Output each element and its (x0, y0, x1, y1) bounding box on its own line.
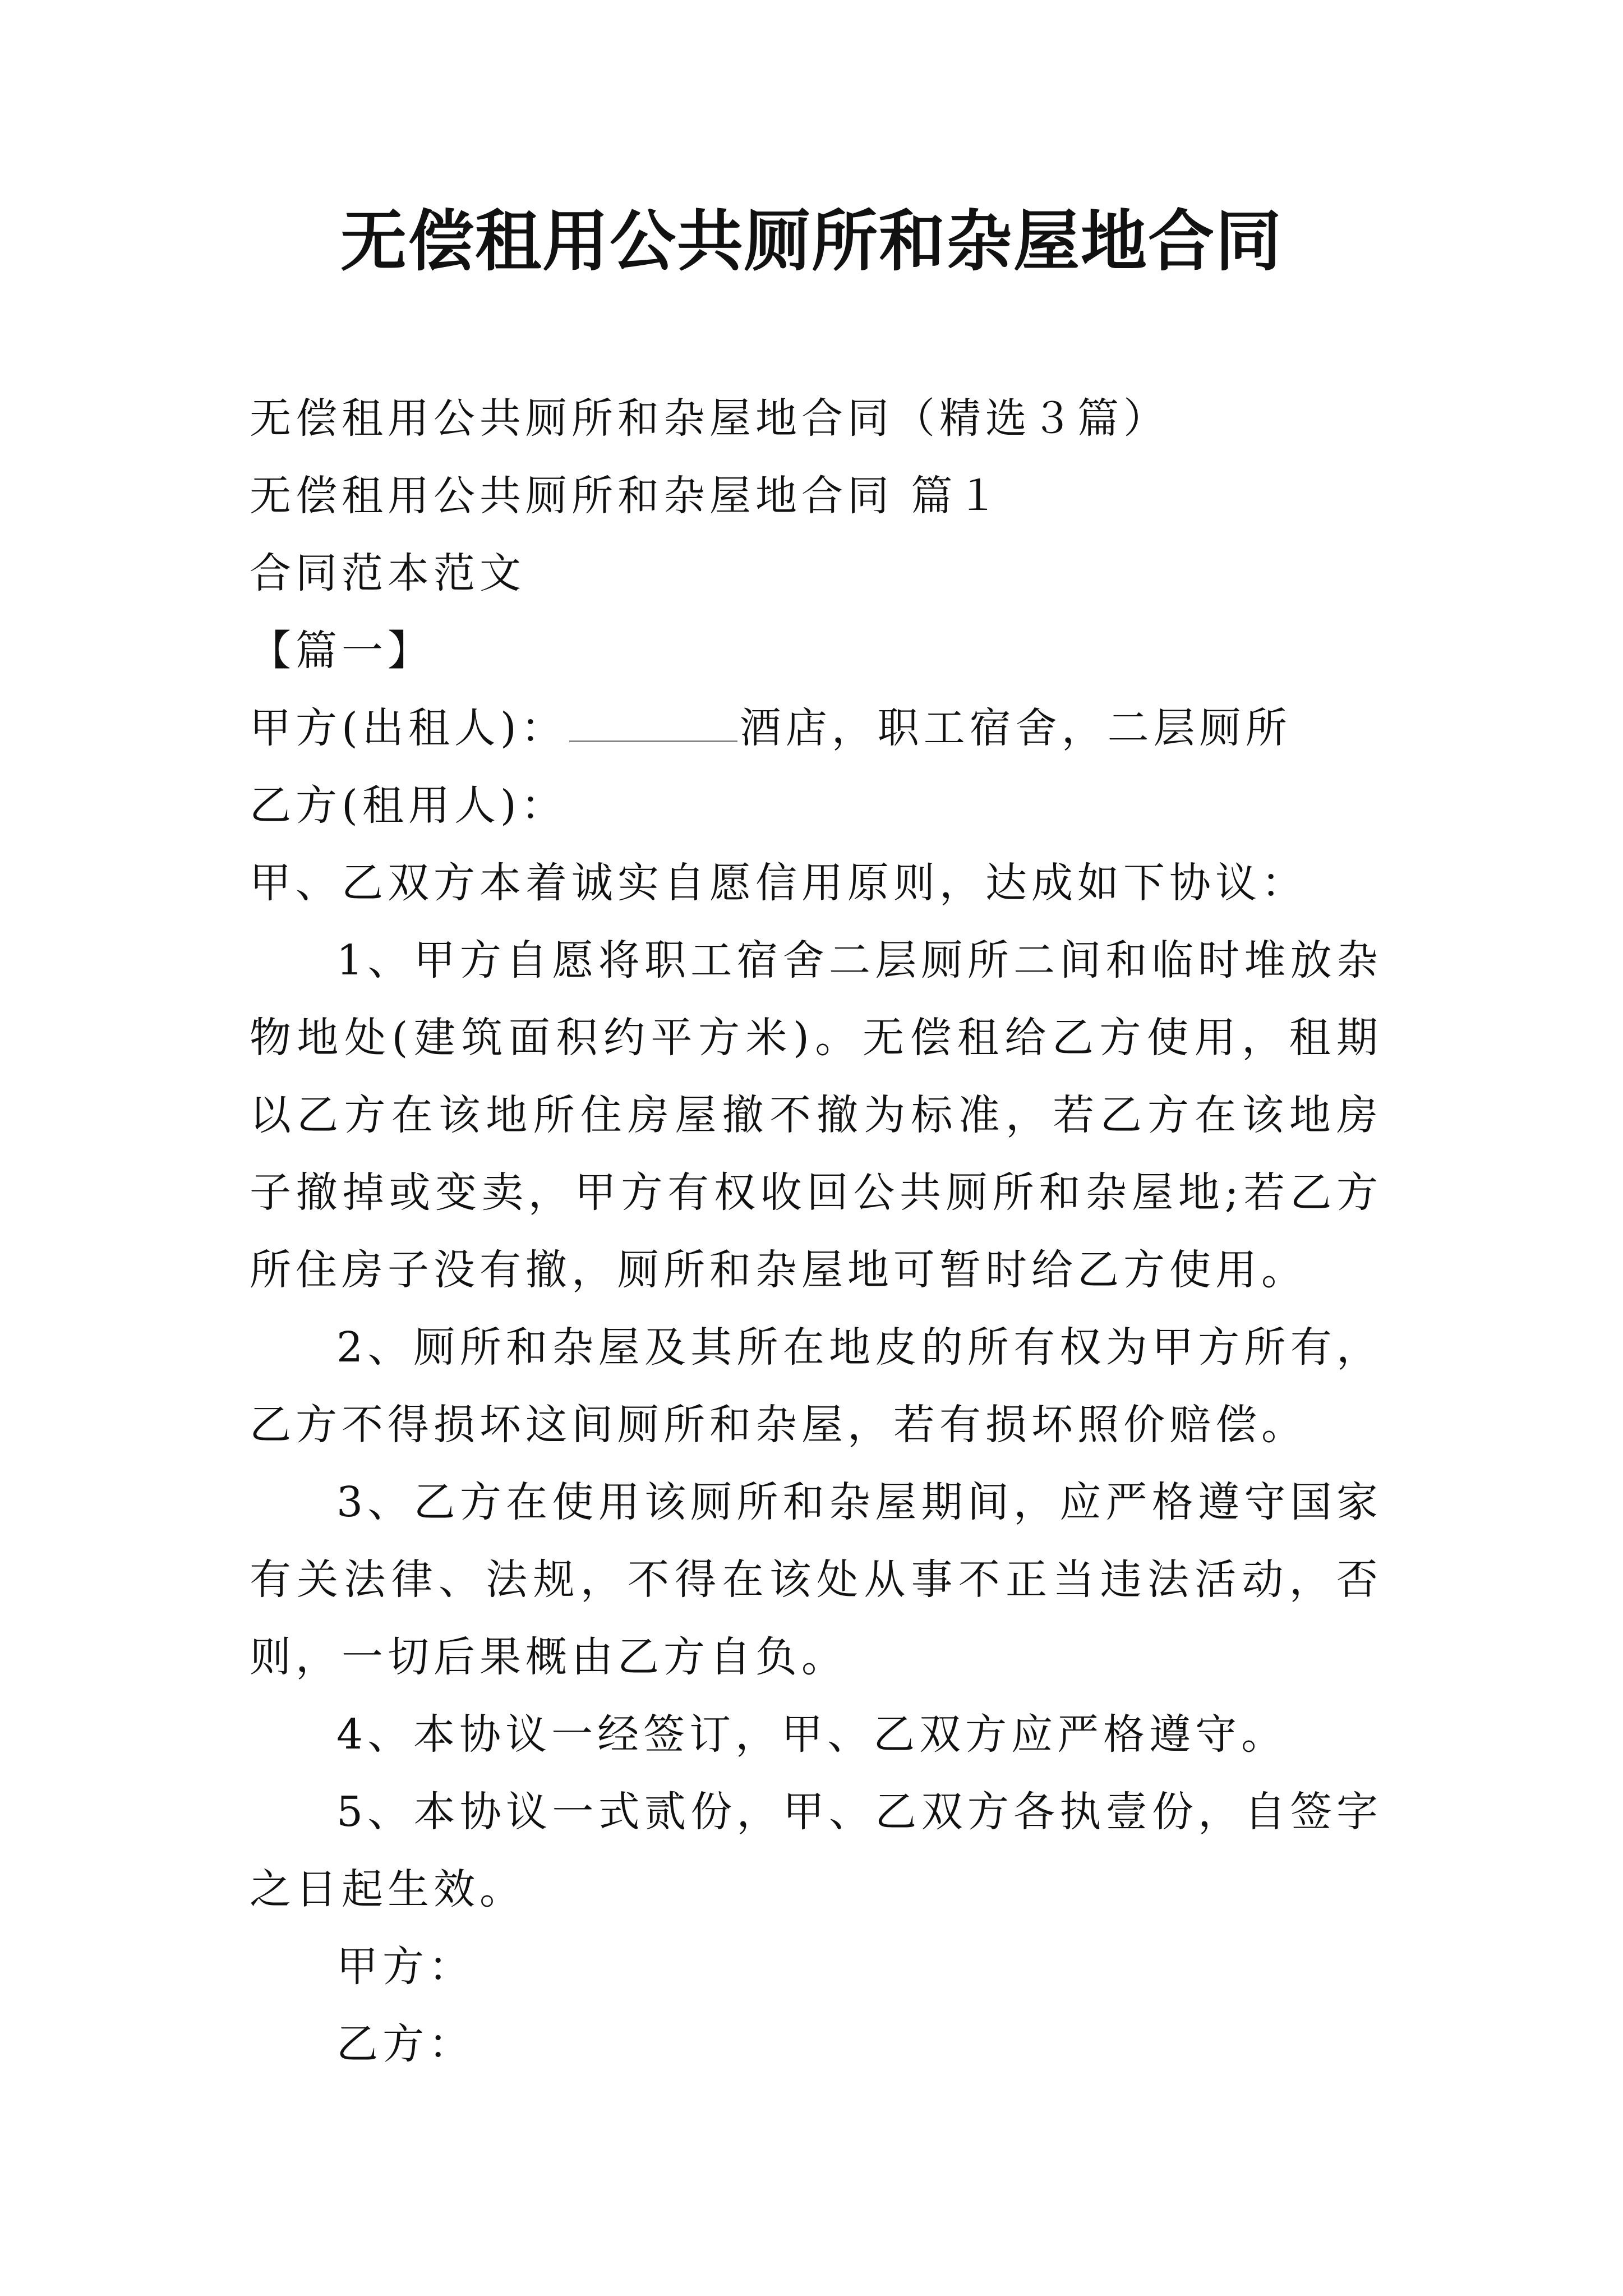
clause-3: 3、乙方在使用该厕所和杂屋期间，应严格遵守国家有关法律、法规，不得在该处从事不正当违法活动，否则，一切后果概由乙方自负。 (250, 1478, 1382, 1681)
party-a-suffix: 酒店，职工宿舍，二层厕所 (739, 704, 1292, 752)
clause-5: 5、本协议一式贰份，甲、乙双方各执壹份，自签字之日起生效。 (250, 1788, 1382, 1913)
clause-2: 2、厕所和杂屋及其所在地皮的所有权为甲方所有，乙方不得损坏这间厕所和杂屋，若有损坏照价赔偿。 (250, 1323, 1382, 1449)
subtitle-line: 无偿租用公共厕所和杂屋地合同（精选３篇） (250, 394, 1169, 443)
document-title: 无偿租用公共厕所和杂屋地合同 (340, 202, 1283, 280)
party-a-blank (569, 699, 737, 742)
sample-label: 合同范本范文 (250, 549, 525, 597)
sign-party-a: 甲方： (336, 1943, 474, 1991)
party-a-line (250, 689, 1382, 767)
part-label: 【篇一】 (250, 627, 434, 675)
clause-4: 4、本协议一经签订，甲、乙双方应严格遵守。 (336, 1710, 1288, 1759)
clauses-container (250, 922, 1382, 2083)
party-a-prefix: 甲方(出租人)： (250, 704, 567, 752)
sign-party-b: 乙方： (336, 2020, 474, 2068)
party-b-line: 乙方(租用人)： (250, 781, 567, 830)
document-body (250, 380, 1382, 922)
clause-1: 1、甲方自愿将职工宿舍二层厕所二间和临时堆放杂物地处(建筑面积约平方米)。无偿租给乙方使用，租期以乙方在该地所住房屋撤不撤为标准，若乙方在该地房子撤掉或变卖，甲方有权收回公共厕所和杂屋地;若乙方所住房子没有撤，厕所和杂屋地可暂时给乙方使用。 (250, 936, 1382, 1294)
section-heading: 无偿租用公共厕所和杂屋地合同 篇１ (250, 472, 1003, 520)
intro-paragraph: 甲、乙双方本着诚实自愿信用原则，达成如下协议： (250, 859, 1307, 907)
